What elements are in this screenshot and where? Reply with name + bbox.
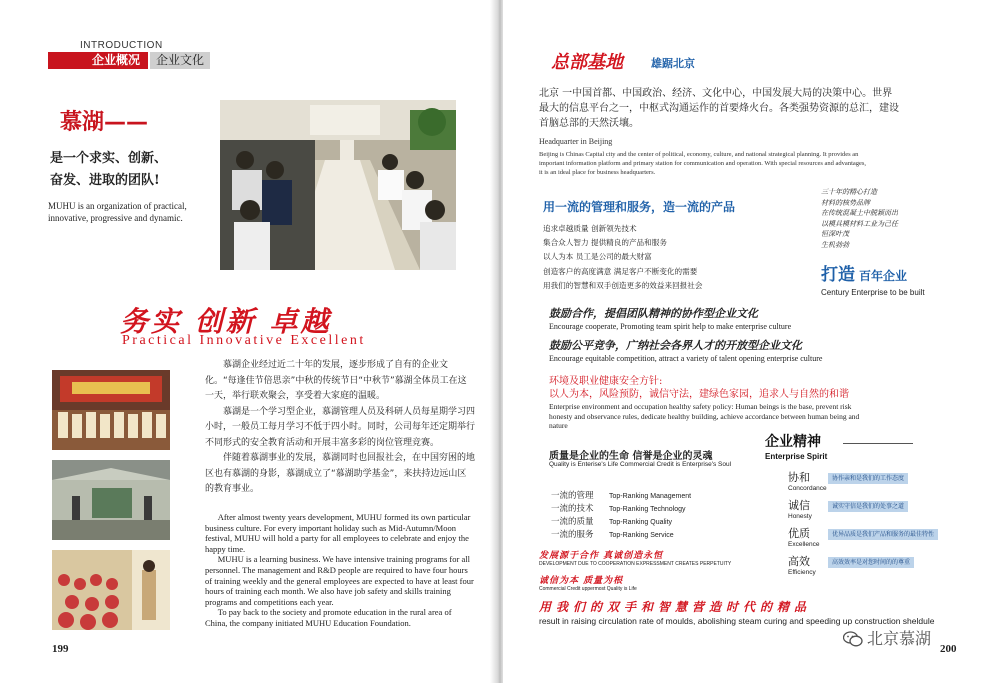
section-tag-culture: 企业文化: [150, 52, 210, 69]
spirit-item-desc: 诚实守信是我们的处事之道: [828, 501, 908, 512]
spirit-item-en: Concordance: [788, 485, 827, 492]
school-children-photo: [52, 550, 170, 630]
development-motto-en: DEVELOPMENT DUE TO COOPERATION EXPRESSMENT CREATES PERPETUITY: [539, 561, 732, 567]
headquarters-cn-text: 北京 一中国首都、中国政治、经济、文化中心，中国发展大局的决策中心。世界最大的信息平台之一，中枢式沟通运作的首要烽火台。各类强势资源的总汇，建设首脑总部的天然沃壤。: [539, 88, 899, 129]
list-item-en: Top-Ranking Service: [609, 532, 674, 539]
spirit-item-desc: 协作亲和是我们的工作态度: [828, 473, 908, 484]
list-item-en: Top-Ranking Quality: [609, 519, 673, 526]
spirit-item-en: Honesty: [788, 513, 812, 520]
env-policy-en: Enterprise environment and occupation healthy safety policy: Human beings is the base, prevent risk honesty and observance rules, dedicate healthy building, achieve accordance between human being and nature: [549, 402, 860, 430]
team-slogan: [50, 148, 220, 192]
spirit-item-cn: 优质: [788, 527, 810, 540]
enterprise-spirit-title: 企业精神: [765, 434, 821, 450]
culture-en-text: [205, 512, 475, 629]
credit-motto: 诚信为本 质量为根: [539, 576, 624, 586]
spirit-item-cn: 高效: [788, 555, 810, 568]
spirit-item-honesty: [788, 497, 958, 520]
culture-en-paragraph: MUHU is a learning business. We have intensive training programs for all personnel. The management and R&D people are required to have four hours of training weekly and the general employees are expected to have at least four hours of training each month. We also have job safety and skills training programs and competitions each year.: [205, 554, 474, 607]
management-line: 以人为本 员工是公司的最大财富: [543, 252, 652, 262]
management-line: 追求卓越质量 创新领先技术: [543, 224, 637, 233]
spirit-item-cn: 诚信: [788, 499, 810, 512]
meeting-photo: [220, 100, 456, 270]
right-page: [503, 0, 1000, 683]
culture-item-cn: 鼓励合作，提倡团队精神的协作型企业文化: [549, 307, 758, 320]
env-policy-title: 环境及职业健康安全方针:: [549, 376, 663, 387]
culture-en-paragraph: To pay back to the society and promote education in the rural area of China, the company initiated MUHU Education Foundation.: [205, 607, 452, 628]
muhu-title: 慕湖——: [60, 110, 149, 135]
culture-cn-paragraph: 慕湖是一个学习型企业，慕湖管理人员及科研人员每星期学习四小时，一般员工每月学习不低于四小时。同时，公司每年还定期举行不同形式的安全教育活动和开展丰富多彩的岗位管理竞赛。: [205, 406, 476, 448]
brand-poem: [821, 187, 951, 250]
list-item-en: Top-Ranking Management: [609, 493, 692, 500]
festival-party-photo: [52, 370, 170, 450]
management-line: 用我们的智慧和双手创造更多的效益来回报社会: [543, 280, 703, 290]
list-item-en: Top-Ranking Technology: [609, 506, 686, 513]
poem-line: 材料的核势品牌: [821, 198, 870, 207]
spirit-item-en: Efficiency: [788, 569, 816, 576]
spirit-item-desc: 优异品质是我们产品和服务的最佳特性: [828, 529, 938, 540]
poem-line: 以模具模材料工业为己任: [821, 219, 898, 228]
poem-line: 恒深叶茂: [821, 230, 849, 238]
list-item: [551, 522, 781, 540]
spirit-item-en: Excellence: [788, 541, 820, 548]
culture-cn-paragraph: 伴随着慕湖事业的发展，慕湖同时也回报社会，在中国穷困的地区也有慕湖的身影，慕湖成立了“慕湖助学基金”，来扶持边远山区的教育事业。: [205, 453, 476, 494]
list-item: [551, 496, 781, 514]
watermark-text: 北京慕湖: [867, 629, 932, 648]
section-tag-overview: 企业概况: [48, 52, 148, 69]
management-line: 集合众人智力 提供精良的产品和服务: [543, 238, 667, 248]
century-title-small: 百年企业: [859, 269, 908, 283]
list-item: [551, 483, 781, 501]
wechat-watermark: [843, 626, 931, 649]
spirit-item-concordance: [788, 469, 958, 492]
list-item-cn: 一流的技术: [551, 504, 594, 514]
headquarters-subtitle: 雄踞北京: [651, 57, 695, 70]
top-ranking-list: [551, 483, 781, 540]
spirit-item-cn: 协和: [788, 471, 810, 484]
poem-line: 在传统混凝土中脱颖而出: [821, 209, 898, 217]
list-item-cn: 一流的服务: [551, 530, 594, 540]
enterprise-spirit-en: Enterprise Spirit: [765, 452, 828, 461]
workshop-photo: [52, 460, 170, 540]
culture-item-en: Encourage cooperate, Promoting team spirit help to make enterprise culture: [549, 322, 792, 331]
culture-item-en: Encourage equitable competition, attract a variety of talent opening enterprise culture: [549, 354, 823, 363]
list-item-cn: 一流的质量: [551, 517, 594, 527]
muhu-en-description: MUHU is an organization of practical, innovative, progressive and dynamic.: [48, 201, 187, 223]
culture-item-competition: [549, 337, 889, 363]
wechat-icon: [843, 631, 863, 647]
core-values-slogan: 务实 创新 卓越: [120, 305, 332, 338]
page-number-left: 199: [52, 643, 69, 655]
management-line: 创造客户的高度满意 满足客户不断变化的需要: [543, 266, 698, 276]
culture-cn-text: [205, 358, 475, 498]
closing-slogan-en: result in raising circulation rate of moulds, abolishing steam curing and speeding up construction sheldule: [539, 616, 935, 626]
introduction-label: INTRODUCTION: [80, 40, 163, 51]
management-list: [543, 222, 783, 293]
left-page: [0, 0, 497, 683]
management-title: 用一流的管理和服务，造一流的产品: [543, 200, 736, 214]
spirit-item-efficiency: [788, 553, 958, 576]
slogan-line-1: 是一个求实、创新、: [50, 151, 168, 166]
century-title-main: 打造: [821, 265, 855, 285]
development-motto: 发展源于合作 真诚创造永恒: [539, 551, 664, 561]
credit-motto-en: Commercial Credit uppermost Quality is Life: [539, 586, 637, 592]
spirit-item-desc: 高效效率是对您时间的的尊重: [828, 557, 914, 568]
century-enterprise-en: Century Enterprise to be built: [821, 288, 925, 297]
page-number-right: 200: [940, 643, 957, 655]
quality-motto-en: Quality is Enterise's Life Commercial Credit is Enterprise's Soul: [549, 461, 732, 468]
slogan-line-2: 奋发、进取的团队!: [50, 173, 160, 188]
poem-line: 三十年的精心打造: [821, 188, 877, 196]
century-enterprise-title: [821, 260, 907, 285]
list-item-cn: 一流的管理: [551, 491, 594, 501]
list-item: [551, 509, 781, 527]
culture-item-cooperation: [549, 305, 889, 331]
headquarters-en-text: Beijing is Chinas Capital city and the center of political, economy, culture, and national strategical planning. It provides an important information platform and primary station for communication and operation. With special resources and advantages, it is an ideal place for business headquarters.: [539, 151, 867, 176]
culture-item-cn: 鼓励公平竞争，广纳社会各界人才的开放型企业文化: [549, 339, 802, 352]
divider: [843, 443, 913, 444]
env-policy-text: 以人为本，风险预防，诚信守法，建绿色家园，追求人与自然的和谐: [549, 389, 849, 400]
culture-en-paragraph: After almost twenty years development, MUHU formed its own particular business culture. For every important holiday such as Mid-Autumn/Moon festival, MUHU will hold a party for all employees to celebrate and enjoy the happy time.: [205, 512, 471, 554]
headquarters-en-title: Headquarter in Beijing: [539, 137, 613, 146]
headquarters-title: 总部基地: [551, 52, 623, 73]
core-values-slogan-en: Practical Innovative Excellent: [122, 333, 366, 348]
poem-line: 生机勃勃: [821, 240, 849, 249]
spirit-item-excellence: [788, 525, 958, 548]
culture-cn-paragraph: 慕湖企业经过近二十年的发展，逐步形成了自有的企业文化。“每逢佳节倍思亲”中秋的传统节日“中秋节”慕湖全体员工在这一天，举行联欢聚会，享受着大家庭的温暖。: [205, 360, 467, 401]
quality-motto: 质量是企业的生命 信誉是企业的灵魂: [549, 451, 713, 462]
closing-slogan: 用我们的双手和智慧营造时代的精品: [539, 600, 812, 614]
